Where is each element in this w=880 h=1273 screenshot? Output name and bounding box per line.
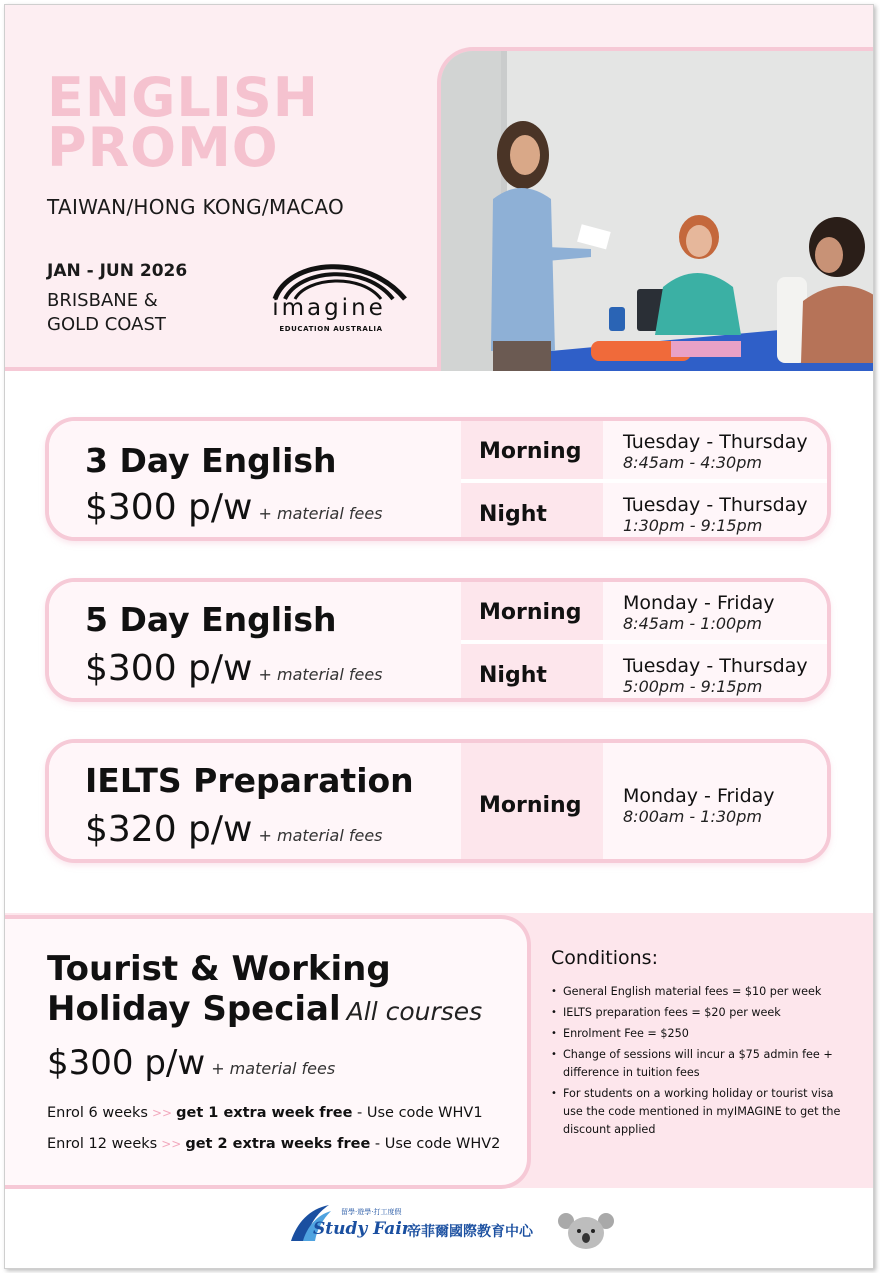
session-days: Tuesday - Thursday bbox=[623, 430, 808, 453]
fees-note: + material fees bbox=[258, 665, 383, 684]
offer-prefix: Enrol 6 weeks bbox=[47, 1105, 148, 1121]
session-label-night: Night bbox=[461, 483, 603, 541]
price-value: $300 p/w bbox=[85, 648, 253, 689]
special-fees-note: + material fees bbox=[211, 1059, 336, 1078]
fees-note: + material fees bbox=[258, 826, 383, 845]
session-label-night: Night bbox=[461, 644, 603, 702]
condition-item: • IELTS preparation fees = $20 per week bbox=[551, 1004, 851, 1022]
course-price bbox=[85, 809, 383, 850]
session-days: Tuesday - Thursday bbox=[623, 493, 808, 516]
imagine-logo bbox=[267, 255, 407, 337]
promo-flyer bbox=[4, 4, 874, 1269]
logo-word: imagine bbox=[272, 295, 386, 321]
footer-tagline: 留學·遊學·打工度假 bbox=[341, 1208, 402, 1216]
condition-item: • General English material fees = $10 per week bbox=[551, 983, 851, 1001]
session-time: 5:00pm - 9:15pm bbox=[623, 676, 763, 696]
footer-brand: Study Fair bbox=[313, 1219, 411, 1239]
koala-icon bbox=[557, 1211, 615, 1253]
header-section bbox=[5, 5, 873, 371]
page-title bbox=[47, 66, 319, 179]
special-price bbox=[47, 1043, 335, 1083]
session-detail bbox=[603, 644, 831, 702]
condition-item: • For students on a working holiday or tourist visa use the code mentioned in myIMAGINE to get the discount applied bbox=[551, 1085, 851, 1139]
logo-subtitle: EDUCATION AUSTRALIA bbox=[279, 325, 383, 333]
special-title-suffix: All courses bbox=[346, 997, 483, 1026]
city-line-1: BRISBANE & bbox=[47, 290, 158, 311]
offer-bold: get 2 extra weeks free bbox=[185, 1136, 371, 1152]
conditions-title: Conditions: bbox=[551, 947, 658, 969]
working-holiday-special bbox=[5, 915, 531, 1189]
offer-suffix: - Use code WHV2 bbox=[374, 1136, 501, 1152]
condition-item: • Enrolment Fee = $250 bbox=[551, 1025, 851, 1043]
special-title-line-1: Tourist & Working bbox=[47, 949, 391, 989]
offer-12-weeks bbox=[47, 1136, 500, 1152]
course-card-5-day bbox=[45, 578, 831, 702]
study-fair-logo bbox=[289, 1201, 619, 1257]
title-line-1: ENGLISH bbox=[47, 66, 319, 129]
offer-arrow: >> bbox=[152, 1106, 173, 1120]
footer-brand-cn: 帝菲爾國際教育中心 bbox=[407, 1224, 533, 1240]
session-days: Tuesday - Thursday bbox=[623, 654, 808, 677]
special-title bbox=[47, 949, 482, 1032]
course-price bbox=[85, 648, 383, 689]
session-time: 8:00am - 1:30pm bbox=[623, 806, 762, 826]
title-line-2: PROMO bbox=[47, 116, 279, 179]
session-detail bbox=[603, 483, 831, 541]
dates-text: JAN - JUN 2026 bbox=[47, 261, 188, 281]
price-value: $300 p/w bbox=[85, 487, 253, 528]
conditions-list bbox=[551, 983, 851, 1142]
course-price bbox=[85, 487, 383, 528]
offer-prefix: Enrol 12 weeks bbox=[47, 1136, 158, 1152]
price-value: $320 p/w bbox=[85, 809, 253, 850]
regions-text: TAIWAN/HONG KONG/MACAO bbox=[47, 195, 345, 219]
session-days: Monday - Friday bbox=[623, 591, 775, 614]
course-card-3-day bbox=[45, 417, 831, 541]
course-name: IELTS Preparation bbox=[85, 761, 414, 800]
session-label-morning: Morning bbox=[461, 421, 603, 481]
special-price-value: $300 p/w bbox=[47, 1043, 206, 1083]
session-time: 1:30pm - 9:15pm bbox=[623, 515, 763, 535]
fees-note: + material fees bbox=[258, 504, 383, 523]
condition-item: • Change of sessions will incur a $75 admin fee + difference in tuition fees bbox=[551, 1046, 851, 1082]
classroom-photo bbox=[437, 47, 873, 371]
special-title-line-2-text: Holiday Special bbox=[47, 989, 341, 1029]
session-detail bbox=[603, 743, 831, 863]
session-label-morning: Morning bbox=[461, 743, 603, 863]
session-time: 8:45am - 4:30pm bbox=[623, 452, 762, 472]
session-label-morning: Morning bbox=[461, 582, 603, 642]
city-text bbox=[47, 289, 166, 337]
course-name: 3 Day English bbox=[85, 441, 337, 480]
session-detail bbox=[603, 582, 831, 642]
offer-arrow: >> bbox=[161, 1137, 182, 1151]
offer-suffix: - Use code WHV1 bbox=[357, 1105, 483, 1121]
session-detail bbox=[603, 421, 831, 481]
course-name: 5 Day English bbox=[85, 600, 337, 639]
special-title-line-2 bbox=[47, 989, 482, 1032]
city-line-2: GOLD COAST bbox=[47, 314, 166, 335]
session-days: Monday - Friday bbox=[623, 784, 775, 807]
session-time: 8:45am - 1:00pm bbox=[623, 613, 762, 633]
offer-bold: get 1 extra week free bbox=[176, 1105, 353, 1121]
course-card-ielts bbox=[45, 739, 831, 863]
classroom-illustration bbox=[441, 51, 873, 371]
offer-6-weeks bbox=[47, 1105, 483, 1121]
